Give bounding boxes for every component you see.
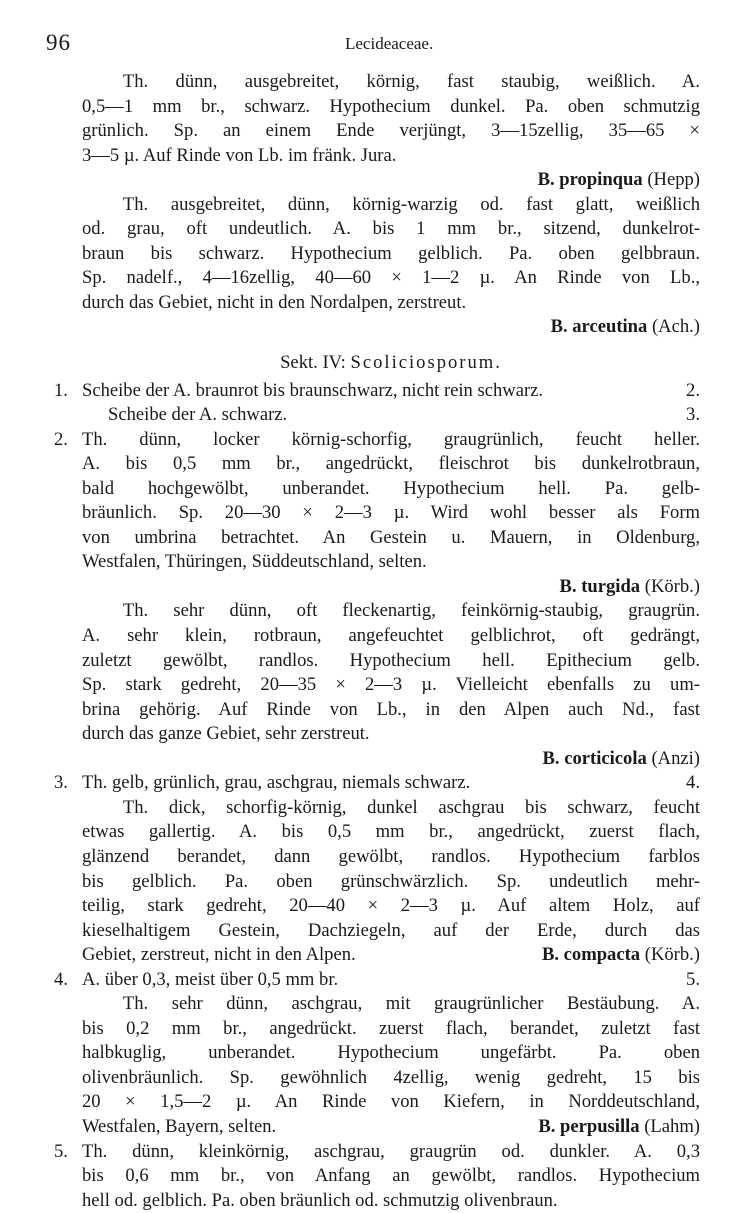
text-line-content: Westfalen, Bayern, selten.: [82, 1115, 277, 1137]
key-lead-ref: 3.: [686, 404, 700, 426]
key-lead-text: A. über 0,3, meist über 0,5 mm br.: [82, 968, 339, 990]
text-line: olivenbräunlich. Sp. gewöhnlich 4zellig, wenig gedreht, 15 bis: [82, 1066, 700, 1088]
text-line: Th. ausgebreitet, dünn, körnig-warzig od. fast glatt, weißlich: [122, 193, 700, 215]
text-line: braun bis schwarz. Hypothecium gelblich. Pa. oben gelbbraun.: [82, 242, 700, 264]
text-line: Sp. stark gedreht, 20—35 × 2—3 µ. Vielleicht ebenfalls zu um-: [82, 674, 700, 696]
key-lead-ref: 5.: [686, 968, 700, 990]
species-line: [82, 575, 700, 600]
key-lead-text: Scheibe der A. schwarz.: [108, 404, 288, 426]
species-author: (Lahm): [644, 1115, 700, 1137]
text-line: bis gelblich. Pa. oben grünschwärzlich. Sp. undeutlich mehr-: [82, 870, 700, 892]
text-line: A. sehr klein, rotbraun, angefeuchtet gelblichrot, oft gedrängt,: [82, 625, 700, 647]
text-line: teilig, stark gedreht, 20—40 × 2—3 µ. Auf altem Holz, auf: [82, 895, 700, 917]
species-line: [82, 747, 700, 772]
species-line: [82, 168, 700, 193]
species-name: B. turgida: [559, 575, 641, 597]
species-author: (Hepp): [647, 169, 700, 191]
couplet-number: 5.: [54, 1140, 68, 1162]
text-line: 0,5—1 mm br., schwarz. Hypothecium dunkel. Pa. oben schmutzig: [82, 95, 700, 117]
couplet-number: 3.: [54, 772, 68, 794]
text-line: Sp. nadelf., 4—16zellig, 40—60 × 1—2 µ. An Rinde von Lb.,: [82, 267, 700, 289]
text-line: Th. dünn, ausgebreitet, körnig, fast staubig, weißlich. A.: [122, 71, 700, 92]
text-line: [54, 1140, 700, 1165]
key-lead-ref: 4.: [686, 772, 700, 794]
text-line: Westfalen, Thüringen, Süddeutschland, selten.: [82, 551, 427, 573]
page-header: [0, 30, 737, 58]
key-couplet-line: [108, 403, 700, 428]
section-heading: [82, 351, 700, 376]
species-name: B. propinqua: [537, 169, 643, 191]
text-line: Th. sehr dünn, aschgrau, mit graugrünlicher Bestäubung. A.: [122, 993, 700, 1015]
running-title: Lecideaceae.: [345, 34, 434, 53]
page-body: [54, 70, 700, 1213]
text-line: etwas gallertig. A. bis 0,5 mm br., angedrückt, zuerst flach,: [82, 821, 700, 843]
species-author: (Körb.): [644, 575, 700, 597]
text-line: 20 × 1,5—2 µ. An Rinde von Kiefern, in Norddeutschland,: [82, 1091, 700, 1113]
text-line: von umbrina betrachtet. An Gestein u. Mauern, in Oldenburg,: [82, 526, 700, 548]
text-line: zuletzt gewölbt, randlos. Hypothecium hell. Epithecium gelb.: [82, 649, 700, 671]
species-author: (Körb.): [644, 944, 700, 966]
key-lead-text: Th. gelb, grünlich, grau, aschgrau, niemals schwarz.: [82, 772, 471, 794]
page-number: 96: [46, 30, 71, 55]
species-name: B. compacta: [541, 944, 641, 966]
key-couplet-line: [54, 379, 700, 404]
text-line: [54, 428, 700, 453]
text-line: Th. sehr dünn, oft fleckenartig, feinkörnig-staubig, graugrün.: [122, 600, 700, 622]
key-couplet-line: [54, 968, 700, 993]
text-line: 3—5 µ. Auf Rinde von Lb. im fränk. Jura.: [82, 144, 397, 166]
species-name: B. perpusilla: [538, 1115, 640, 1137]
section-name: Scoliciosporum.: [350, 352, 502, 374]
text-line: kieselhaltigem Gestein, Dachziegeln, auf der Erde, durch das: [82, 919, 700, 941]
couplet-number: 1.: [54, 379, 68, 401]
text-line: Th. dick, schorfig-körnig, dunkel aschgrau bis schwarz, feucht: [122, 796, 700, 818]
key-lead-ref: 2.: [686, 379, 700, 401]
text-line: A. bis 0,5 mm br., angedrückt, fleischrot bis dunkelrotbraun,: [82, 453, 700, 475]
text-line: bis 0,2 mm br., angedrückt. zuerst flach, berandet, zuletzt fast: [82, 1017, 700, 1039]
couplet-number: 4.: [54, 968, 68, 990]
text-line-content: Th. dünn, locker körnig-schorfig, graugrünlich, feucht heller.: [82, 428, 700, 450]
species-author: (Ach.): [651, 316, 700, 338]
species-name: B. corticicola: [542, 747, 647, 769]
text-line-content: Th. dünn, kleinkörnig, aschgrau, graugrün od. dunkler. A. 0,3: [82, 1140, 700, 1162]
key-lead-text: Scheibe der A. braunrot bis braunschwarz, nicht rein schwarz.: [82, 379, 544, 401]
section-prefix: Sekt. IV:: [280, 352, 346, 374]
species-line: [82, 943, 700, 968]
text-line: bald hochgewölbt, unberandet. Hypothecium hell. Pa. gelb-: [82, 477, 700, 499]
text-line: od. grau, oft undeutlich. A. bis 1 mm br., sitzend, dunkelrot-: [82, 218, 700, 240]
text-line: durch das ganze Gebiet, sehr zerstreut.: [82, 723, 370, 745]
text-line: glänzend berandet, dann gewölbt, randlos. Hypothecium farblos: [82, 845, 700, 867]
species-line: [82, 1115, 700, 1140]
key-couplet-line: [54, 771, 700, 796]
text-line-content: Gebiet, zerstreut, nicht in den Alpen.: [82, 944, 356, 966]
text-line: halbkuglig, unberandet. Hypothecium ungefärbt. Pa. oben: [82, 1042, 700, 1064]
text-line: brina gehörig. Auf Rinde von Lb., in den Alpen auch Nd., fast: [82, 698, 700, 720]
species-line: [82, 315, 700, 340]
text-line: durch das Gebiet, nicht in den Nordalpen, zerstreut.: [82, 291, 467, 313]
species-name: B. arceutina: [550, 316, 648, 338]
text-line: hell od. gelblich. Pa. oben bräunlich od. schmutzig olivenbraun.: [82, 1189, 558, 1211]
couplet-number: 2.: [54, 428, 68, 450]
text-line: grünlich. Sp. an einem Ende verjüngt, 3—15zellig, 35—65 ×: [82, 120, 700, 142]
text-line: bräunlich. Sp. 20—30 × 2—3 µ. Wird wohl besser als Form: [82, 502, 700, 524]
text-line: bis 0,6 mm br., von Anfang an gewölbt, randlos. Hypothecium: [82, 1165, 700, 1187]
species-author: (Anzi): [651, 747, 700, 769]
